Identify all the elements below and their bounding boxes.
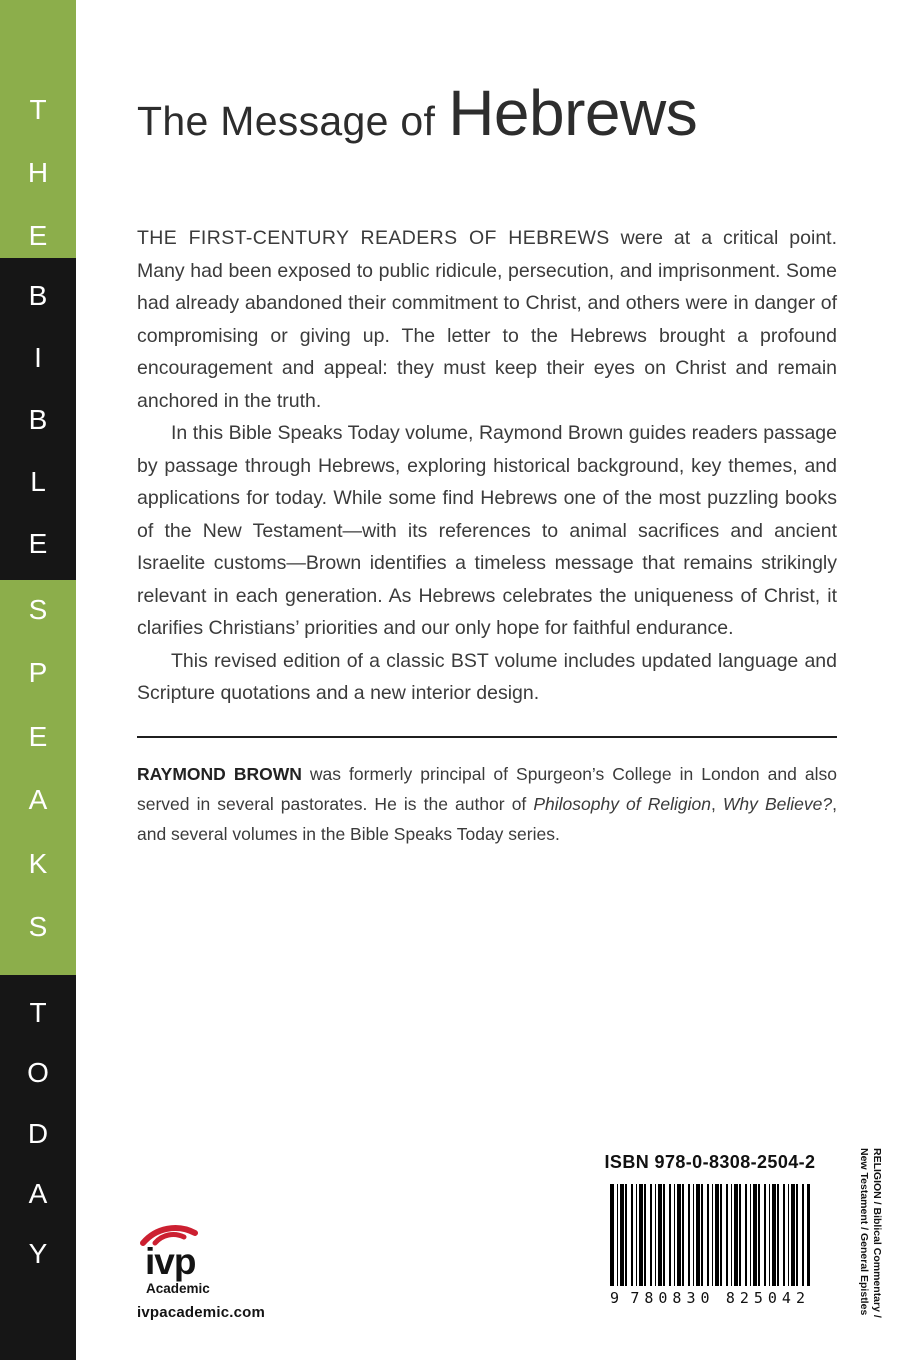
spine-letter: A — [28, 784, 48, 816]
paragraph-1 — [137, 222, 837, 417]
spine-letter: I — [34, 342, 42, 373]
bio-text-2: , — [710, 793, 723, 814]
spine-letter: S — [28, 594, 48, 625]
barcode-bars — [610, 1184, 810, 1286]
paragraph-1-text: were at a critical point. Many had been exposed to public ridicule, persecution, and imprisonment. Some had already abandoned their commitment to Christ, and others were in danger of compromising or giving up. The letter to the Hebrews brought a profound encouragement and appeal: they must keep their eyes on Christ and remain anchored in the truth. — [137, 227, 837, 412]
spine-letter: T — [29, 94, 47, 125]
title-prefix: The Message of — [137, 98, 436, 144]
back-cover-copy — [137, 222, 837, 710]
spine-letter: D — [27, 1117, 49, 1149]
paragraph-3: This revised edition of a classic BST volume includes updated language and Scripture quotations and a new interior design. — [137, 649, 837, 704]
series-spine-strip — [0, 0, 76, 1360]
barcode-digit-group-2: 825042 — [725, 1289, 810, 1307]
bio-text-1: was formerly principal of Spurgeon’s College in London and also served in several pastorates. He is the author of — [137, 763, 837, 814]
spine-letter: H — [27, 157, 49, 188]
spine-letter: A — [28, 1177, 48, 1209]
spine-letter: K — [28, 847, 48, 879]
author-name: RAYMOND BROWN — [137, 763, 302, 784]
category-line-2: New Testament / General Epistles — [858, 1148, 870, 1316]
barcode-digit-first: 9 — [610, 1289, 620, 1307]
title-book-name: Hebrews — [448, 77, 698, 149]
spine-letter: S — [28, 910, 48, 942]
bio-book-title-2: Why Believe? — [722, 793, 833, 814]
lead-in-caps: THE FIRST-CENTURY READERS OF HEBREWS — [137, 227, 610, 249]
spine-letter: E — [28, 220, 48, 251]
paragraph-2: In this Bible Speaks Today volume, Raymond Brown guides readers passage by passage through Hebrews, exploring historical background, key themes, and applications for today. While some find Hebrews one of the most puzzling books of the New Testament—with its references to animal sacrifices and ancient Israelite customs—Brown identifies a timeless message that remains strikingly relevant in each generation. As Hebrews celebrates the uniqueness of Christ, it clarifies Christians’ priorities and our only hope for faithful endurance. — [137, 422, 837, 639]
bio-book-title-1: Philosophy of Religion — [533, 793, 711, 814]
ivp-wordmark: ivp — [145, 1241, 196, 1282]
author-bio — [137, 759, 837, 849]
spine-segment-bible — [0, 258, 76, 580]
spine-letter: B — [28, 404, 48, 435]
spine-letter: E — [28, 528, 48, 559]
publisher-website: ivpacademic.com — [137, 1304, 266, 1321]
barcode-digit-group-1: 780830 — [630, 1289, 715, 1307]
spine-letter: B — [28, 280, 48, 311]
main-column — [137, 76, 837, 849]
imprint-name: Academic — [146, 1281, 210, 1297]
spine-letter: O — [27, 1057, 49, 1089]
barcode — [610, 1184, 810, 1307]
publisher-logo — [137, 1220, 210, 1296]
spine-segment-the — [0, 0, 76, 258]
spine-letter: L — [30, 466, 46, 497]
spine-letter: T — [29, 997, 47, 1028]
category-line-1: RELIGION / Biblical Commentary / — [871, 1148, 883, 1318]
bio-text-3: , and several volumes in the Bible Speaks Today series. — [137, 793, 837, 844]
page-title — [137, 76, 837, 150]
spine-letter: P — [28, 657, 48, 689]
isbn-text: ISBN 978-0-8308-2504-2 — [604, 1152, 816, 1172]
spine-segment-today — [0, 975, 76, 1360]
spine-letter: Y — [28, 1238, 48, 1269]
category-vertical-text — [857, 1148, 883, 1334]
barcode-digits — [610, 1289, 810, 1307]
spine-segment-speaks — [0, 580, 76, 975]
spine-letter: E — [28, 720, 48, 752]
divider-rule — [137, 736, 837, 738]
